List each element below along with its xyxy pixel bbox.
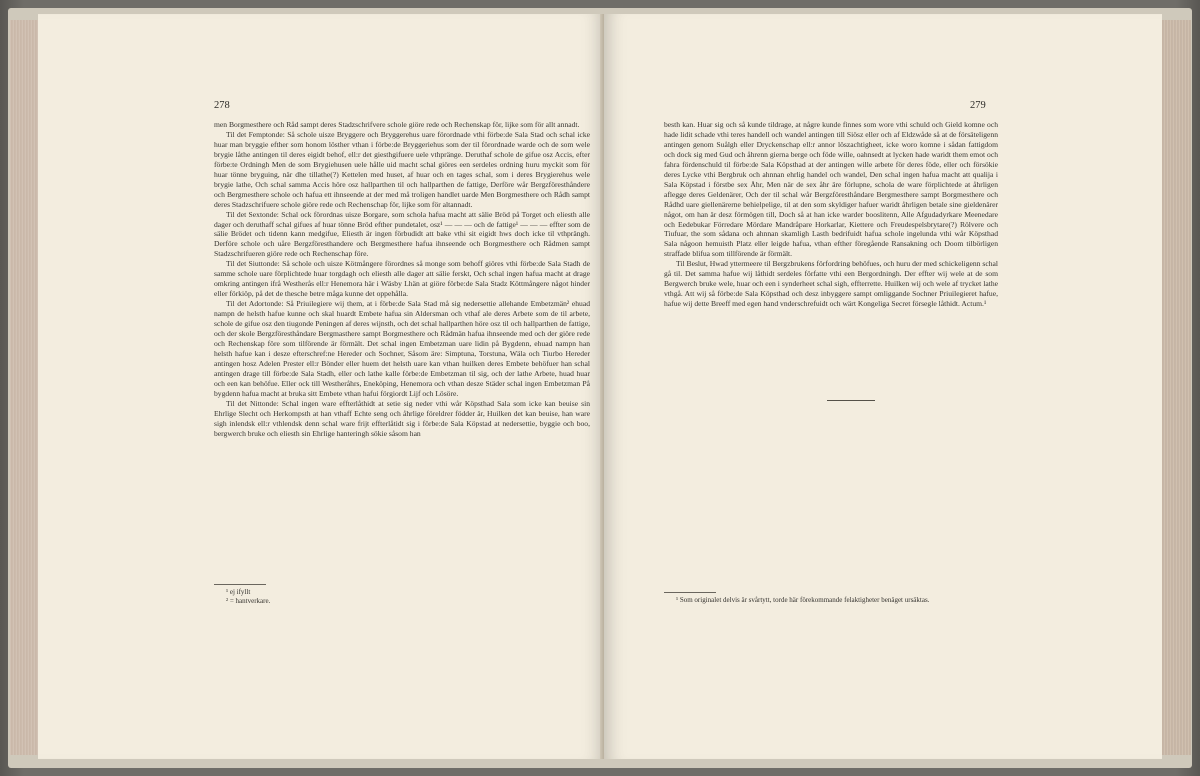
footnote-rule	[214, 584, 266, 585]
paragraph: Til det Nittonde: Schal ingen ware effterlåthidt at setie sig neder vthi wår Köpsthad Sala som icke kan beuise sin Ehrlige Slecht och Herkompsth at han vthaff Echte seng och åhrlige föreldrer födder är, Huilken det kan beuise, han ware sigh inlendsk ell:r vthlendsk denn schal ware frijt effterlåtidt sig i förbe:de Sala Köpstad at nedersettie, byggie och boo, bergwerch bruke och eliesth sin Ehrlige hanteringh sökie såsom han	[214, 398, 590, 438]
paragraph: men Borgmesthere och Råd sampt deres Stadzschrifvere schole giöre rede och Rechenskap för, lijke som för allt annadt.	[214, 120, 580, 129]
paragraph: besth kan. Huar sig och så kunde tildrage, at någre kunde finnes som wore vthi schuld och Gield komne och hade lidit schade vthi teres handell och wandel antingen till Siösz eller och af Eldzwåde så at de försäteligenn antingen genom Suålgh eller Dryckenschap ell:r annor löszachtigheet, icke woro komne i sådan fattigdom och dock sig med Gud och åhrenn gierna berge och föde wille, oahnsedt at lycken hade waridt them emot och fahra fördenschuld til förbe:de Sala Köpsthad at der antingen wille arbete för deres föde, eller och försökie deres Lycke vthi Bergbruk och ahnnan ehrlig handel och wandel, Den schal ingen hafua macht att qualija i Sala Köpstad i förstbe sex Åhr, Men när de sex åhr äre förlupne, schola de ware förplichtede at åhrligen aflegge deres Geldenärer, Och der til schal wår Bergzföresthåndare Bergmesthere sampt Borgmesthere och Rådhd uare giellenärerne behielpelige, til at den som skyldiger hafuer waridt åhrligen betale sine gieldenärer något, om han är desz förmögen till, Doch så at han icke warder booslitenn, Alle Afgudadyrkare Meenedare och Eedebukar Förredare Mördare Mandråpare Horkarlar, Kiettere och Freudespelsbrytare(?) Rölvere och Tiufuar, the som sådana och ahnnan skamligh Lasth bedrifuidt hafua schole ingelunda vthi wår Köpsthad Sala någoon hemuisth Platz eller leigde hafua, vthan efther föregående Ransakning och Doom tilbörligen straffade blifua som tillförende är förmält.	[664, 120, 998, 259]
right-page-number: 279	[970, 100, 986, 111]
left-page-stack-edge	[10, 20, 41, 755]
paragraph: Til det Femptonde: Så schole uisze Bryggere och Bryggerehus uare förordnade vthi förbe:de Sala Stad och schal icke huar man bryggie efther som honom lösther vthan i förbe:de Bryggeriehus som der til förordnade warde och de som wele brygie låthe antingen til deres eigidt behof, ell:r det giesthgifuere uele vthpränge. Deruthaf schole de gifue osz Accis, efter förbe:te Ordningh Men de som Brygiehusen uele hålle uid macht schal giöres een serdeles ordning huru myckit som för huar tönne bryguing, när dhe tillathe(?) Kettelen med huset, af huar och en tages schal, som i deres Brygierehus wele brygie lathe, Och schal samma Accis höre osz hallparthen til och hallparthen de fattige, Derföre wår Bergzföresthåndere och Bergmesthere schole och hafua ett ihnseende at der med må troligen handlet uarde Men Borgmesthere och Rådh sampt deres Stadzschrifuere schole giöre rede och Rechenschap för, lijke som för altannadt.	[214, 129, 590, 209]
right-page-body	[664, 120, 998, 309]
footnote: ² = hantverkare.	[226, 597, 271, 605]
paragraph: Til Beslut, Hwad yttermeere til Bergzbrukens förfordring behöfues, och huru der med schickeligenn schal gå til. Det samma hafue wij låthidt serdeles författe vthi een Bergordningh. Der effter wij wele at de som Bergwerch bruke wele, huar och een i synderheet schal sigh, effterrette. Huilken wij och wele af trycket lathe vthgå. Att wij så förbe:de Sala Köpsthad och desz inbyggere sampt omliggande Sochner Priuilegieret hafue, hafue wij dette Breeff med egen hand vnderschrefuidt och wärt Kongeliga Secret försegle låthidt. Actum.¹	[664, 259, 998, 309]
paragraph: Til det Adortonde: Så Priuilegiere wij them, at i förbe:de Sala Stad må sig nedersettie allehande Embetzmän² ehuad nampn de helsth hafue kunne och skal huardt Embete hafua sin Aldersman och vthaf ale deres Arbete som de til arbete, schole de gifue osz den tiugonde Peningen af deres wijnsth, och det schal hallparthen höre osz til och hallparthen de fattige, och der skole Bergzföresthåndare Bergmasthere sampt Borgmesthere och Rådmän hafua ihnseende med och der giöre rede och Rechenskap före som tilförende är förmält. Det schal ingen Embetzman uare lidin på Bygdenn, ehuad nampn han helsth hafue kan i desze efterschref:ne Hereder och Sochner, Såsom äre: Simptuna, Torstuna, Wäla och Tiurbo Hereder antingen hosz Adelen Prester ell:r Bönder eller huem det helsth uare kan vthan huilken deres Embete behöfuer han schal antingen drage till förbe:de Sala Stadh, eller och lathe kalle förbe:de Embetzman til sig, och der lathe Arbete, huad huar och een kan behöfue. Eller ock till Westheråhrs, Eneköping, Henemora och vthan desze Städer schal ingen Embetzman På bygdenn hafua macht at bruka sitt Embete vthan hafui förgiordt Lijf och Lösöre.	[214, 299, 590, 398]
section-end-rule	[827, 400, 875, 401]
footnote: ¹ Som originalet delvis är svårtytt, torde här förekommande felaktigheter benäget ursäktas.	[676, 596, 930, 604]
left-page-body	[214, 120, 590, 439]
left-footnotes	[226, 588, 586, 606]
footnote: ¹ ej ifyllt	[226, 588, 251, 596]
left-page-number: 278	[214, 100, 230, 111]
paragraph: Til det Sextonde: Schal ock förordnas uisze Borgare, som schola hafua macht att sälie Bröd på Torget och eliesth alle dager och deruthaff schal gifues af huar tönne Bröd efther pundetalet, osz¹ — — — och de fattige¹ — — — effter som de sälie Brödet och tidenn kann medgifue, Eliesth är ingen förbudidt att bake vthi sit eigidt hws doch icke til vthprängh. Derföre schole och uåre Bergzföresthandere och Bergmesthere hafua ihnseende och Borgmesthere och Rådmen sampt Stadzschrifueren giöre rede och Rechenschap före.	[214, 209, 590, 259]
right-footnotes	[676, 596, 1016, 605]
right-page-stack-edge	[1160, 20, 1191, 755]
left-page	[38, 14, 604, 759]
footnote-rule	[664, 592, 716, 593]
paragraph: Til det Siuttonde: Så schole och uisze Kötmångere förordnes så monge som behoff giöres vthi förbe:de Sala Stadh de samme schole uare förplichtede huar torgdagh och eliesth alle dager att sälie ferskt, Och schal ingen hafua macht at drage omkring antingen ifrå Westherås ell:r Henemora här i Wäsby Lhän at giöre förbe:de Sala Stadz Köttmångere något hinder eller förkiöp, på det de thesche betre måga kunne det oppehålla.	[214, 259, 590, 299]
right-page	[604, 14, 1162, 759]
